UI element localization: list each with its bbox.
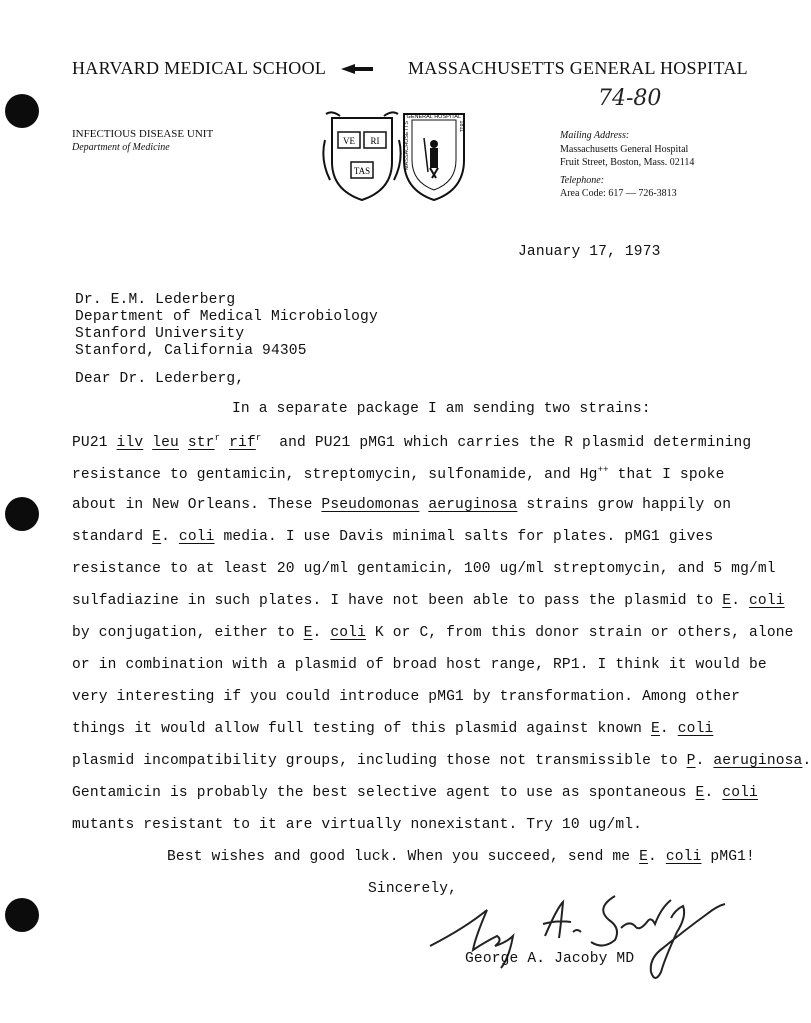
body-line-1: In a separate package I am sending two strains:	[232, 401, 651, 417]
recipient-line: Stanford, California 94305	[75, 343, 307, 359]
body-line-4: about in New Orleans. These Pseudomonas aeruginosa strains grow happily on	[72, 497, 732, 513]
punch-hole-top	[5, 94, 39, 128]
punch-hole-bottom	[5, 898, 39, 932]
arrow-icon	[341, 62, 373, 80]
recipient-line: Stanford University	[75, 326, 245, 342]
body-line-2: PU21 ilv leu str$^r$ rif$^r$ and PU21 pMG1 which carries the R plasmid determining	[72, 433, 752, 451]
mailing-line: Fruit Street, Boston, Mass. 02114	[560, 157, 695, 168]
mailing-line: Massachusetts General Hospital	[560, 143, 689, 155]
seal-text-ri: RI	[370, 136, 380, 146]
telephone: Area Code: 617 — 726-3813	[560, 188, 677, 199]
body-line-15: Best wishes and good luck. When you succeed, send me E. coli pMG1!	[167, 849, 755, 865]
body-line-14: mutants resistant to it are virtually nonexistant. Try 10 ug/ml.	[72, 817, 643, 833]
signer-name: George A. Jacoby MD	[465, 951, 635, 967]
telephone-label: Telephone:	[560, 174, 605, 186]
mailing-address	[560, 129, 694, 201]
recipient-block	[75, 292, 378, 360]
punch-hole-middle	[5, 497, 39, 531]
seal-text-tas: TAS	[353, 166, 371, 176]
body-line-5: standard E. coli media. I use Davis minimal salts for plates. pMG1 gives	[72, 529, 714, 545]
mailing-label: Mailing Address:	[560, 130, 630, 141]
handwritten-number: 74-80	[598, 86, 662, 111]
seal-ring-text: MASSACHUSETTS GENERAL HOSPITAL 1811	[404, 114, 464, 170]
body-line-12: plasmid incompatibility groups, including those not transmissible to P. aeruginosa.	[72, 753, 811, 769]
mgh-title: MASSACHUSETTS GENERAL HOSPITAL	[408, 58, 748, 78]
body-line-11: things it would allow full testing of this plasmid against known E. coli	[72, 721, 714, 737]
seal-text-ve: VE	[343, 136, 355, 146]
recipient-line: Department of Medical Microbiology	[75, 309, 378, 325]
body-line-13: Gentamicin is probably the best selective agent to use as spontaneous E. coli	[72, 785, 758, 801]
body-line-8: by conjugation, either to E. coli K or C, from this donor strain or others, alone	[72, 625, 794, 641]
body-line-9: or in combination with a plasmid of broad host range, RP1. I think it would be	[72, 657, 767, 673]
mgh-seal	[400, 110, 468, 202]
recipient-line: Dr. E.M. Lederberg	[75, 292, 236, 308]
body-line-6: resistance to at least 20 ug/ml gentamicin, 100 ug/ml streptomycin, and 5 mg/ml	[72, 561, 776, 577]
harvard-seal	[322, 110, 402, 204]
closing: Sincerely,	[368, 881, 458, 897]
department: Department of Medicine	[72, 142, 170, 153]
handwritten-signature	[425, 888, 745, 988]
body-line-3: resistance to gentamicin, streptomycin, sulfonamide, and Hg++ that I spoke	[72, 465, 725, 483]
body-line-7: sulfadiazine in such plates. I have not been able to pass the plasmid to E. coli	[72, 593, 785, 609]
letter-date: January 17, 1973	[518, 244, 661, 260]
body-line-10: very interesting if you could introduce pMG1 by transformation. Among other	[72, 689, 741, 705]
unit-name: INFECTIOUS DISEASE UNIT	[72, 128, 214, 140]
harvard-title: HARVARD MEDICAL SCHOOL	[72, 58, 327, 78]
salutation: Dear Dr. Lederberg,	[75, 371, 245, 387]
